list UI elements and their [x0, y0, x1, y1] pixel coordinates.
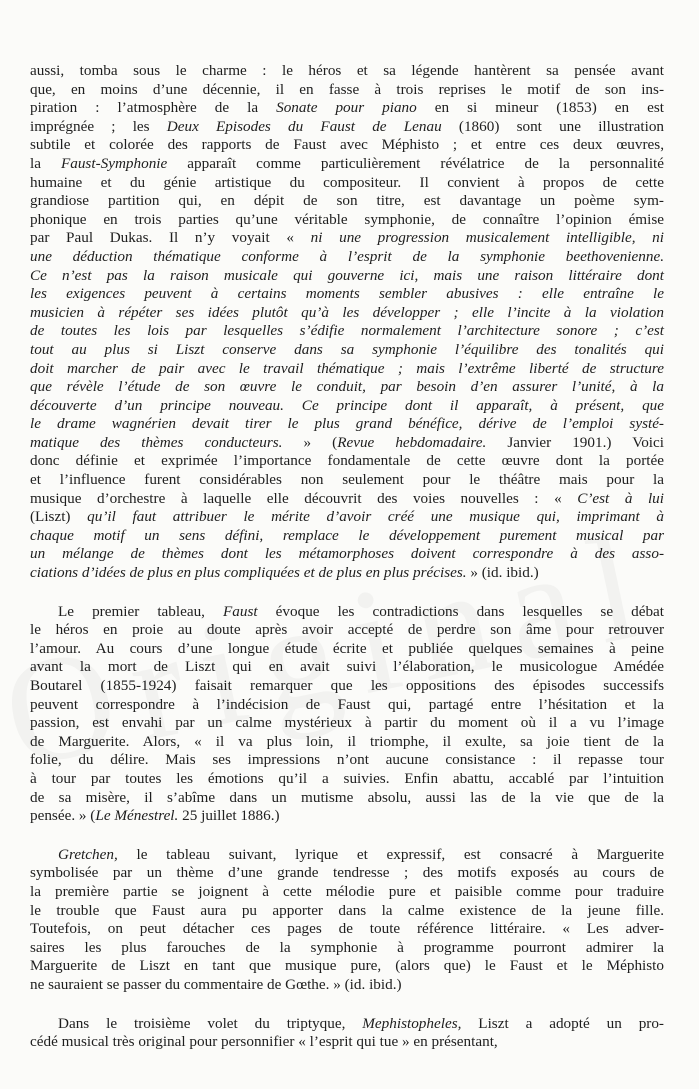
- text-run: le tableau suivant, lyrique et expressif, est consacré à Marguerite: [117, 845, 664, 863]
- paragraph-gap: [30, 995, 664, 1015]
- text-line: [30, 846, 664, 865]
- text-line: [30, 341, 664, 360]
- text-run: en si mineur (1853) en est: [416, 99, 664, 117]
- italic-text: Deux Episodes du Faust de Lenau: [166, 117, 442, 135]
- text-run: grandiose partition qui, en dépit de son titre, est davantage un poème sym-: [30, 192, 664, 210]
- text-run: évoque les contradictions dans lesquelles se débat: [257, 602, 664, 620]
- text-line: [30, 939, 664, 958]
- text-line: [30, 621, 664, 640]
- text-line: [30, 211, 664, 230]
- italic-text: le drame wagnérien devait tirer le plus grand bénéfice, dérive de l’emploi systé-: [30, 415, 664, 433]
- text-line: [30, 397, 664, 416]
- italic-text: Faust: [223, 602, 258, 620]
- italic-text: ni une progression musicalement intelligible, ni: [310, 229, 664, 247]
- text-run: passion, est envahi par un calme mystérieux à partir du moment où il a vu l’image: [30, 714, 664, 732]
- text-line: [30, 118, 664, 137]
- text-line: [30, 714, 664, 733]
- text-line: [30, 304, 664, 323]
- text-line: [30, 902, 664, 921]
- text-line: [30, 99, 664, 118]
- text-line: [30, 452, 664, 471]
- paragraph: [30, 62, 664, 583]
- text-line: [30, 434, 664, 453]
- text-line: [30, 696, 664, 715]
- text-line: [30, 229, 664, 248]
- text-line: [30, 322, 664, 341]
- text-line: [30, 658, 664, 677]
- text-line: [30, 415, 664, 434]
- italic-text: un mélange de thèmes dont les métamorphoses doivent correspondre à des asso-: [30, 545, 664, 563]
- text-run: avant la mort de Liszt qui en avait suivi l’élaboration, le musicologue Amédée: [30, 658, 664, 676]
- text-line: [30, 360, 664, 379]
- text-run: humaine et du génie artistique du compositeur. Il convient à propos de cette: [30, 173, 664, 191]
- italic-text: Revue hebdomadaire.: [337, 433, 487, 451]
- text-line: [30, 677, 664, 696]
- text-line: [30, 248, 664, 267]
- italic-text: matique des thèmes conducteurs.: [30, 433, 283, 451]
- text-line: [30, 733, 664, 752]
- text-line: [30, 883, 664, 902]
- text-run: pensée. » (: [30, 807, 96, 825]
- paragraph: [30, 603, 664, 826]
- text-run: cédé musical très original pour personnifier « l’esprit qui tue » en présentant,: [30, 1033, 498, 1051]
- italic-text: Gretchen,: [58, 845, 118, 863]
- italic-text: Mephistopheles,: [362, 1014, 462, 1032]
- text-run: Le premier tableau,: [58, 602, 224, 620]
- text-run: aussi, tomba sous le charme : le héros et sa légende hantèrent sa pensée avant: [30, 62, 664, 79]
- text-run: Marguerite de Liszt en tant que musique pure, (alors que) le Faust et le Méphisto: [30, 957, 664, 975]
- text-run: musique d’orchestre à laquelle elle découvrit des voies nouvelles : «: [30, 489, 578, 507]
- text-line: [30, 62, 664, 81]
- italic-text: de toutes les lois par lesquelles s’édifie normalement l’architecture sonore ; c’est: [30, 322, 664, 340]
- italic-text: C’est à lui: [577, 489, 665, 507]
- italic-text: Sonate pour piano: [276, 99, 417, 117]
- text-line: [30, 508, 664, 527]
- text-line: [30, 81, 664, 100]
- text-line: [30, 267, 664, 286]
- text-run: peuvent correspondre à l’indécision de Faust qui, partagé entre l’hésitation et la: [30, 695, 664, 713]
- text-line: [30, 378, 664, 397]
- text-line: [30, 527, 664, 546]
- text-run: piration : l’atmosphère de la: [30, 99, 277, 117]
- text-run: Liszt a adopté un pro-: [461, 1014, 664, 1032]
- italic-text: ciations d’idées de plus en plus compliquées et de plus en plus précises.: [30, 564, 467, 582]
- text-run: le trouble que Faust aura pu apporter dans la calme existence de la jeune fille.: [30, 901, 664, 919]
- italic-text: une déduction thématique conforme à l’esprit de la symphonie beethovenienne.: [30, 247, 664, 265]
- text-line: [30, 155, 664, 174]
- italic-text: les exigences peuvent à certains moments sembler abusives : elle entraîne le: [30, 285, 664, 303]
- text-run: la première partie se joignent à cette mélodie pure et paisible comme pour traduire: [30, 882, 664, 900]
- text-run: le héros en proie au doute après avoir accepté de perdre son âme pour retrouver: [30, 621, 664, 639]
- italic-text: chaque motif un sens défini, remplace le développement purement musical par: [30, 526, 664, 544]
- text-run: et l’influence furent considérables non seulement pour le théâtre mais pour la: [30, 471, 664, 489]
- italic-text: qu’il faut attribuer le mérite d’avoir créé une musique qui, imprimant à: [87, 508, 664, 526]
- text-line: [30, 864, 664, 883]
- text-line: [30, 976, 664, 995]
- text-line: [30, 490, 664, 509]
- italic-text: doit marcher de pair avec le travail thématique ; mais l’extrême liberté de structure: [30, 359, 664, 377]
- text-line: [30, 789, 664, 808]
- text-line: [30, 471, 664, 490]
- text-run: à tour par toutes les émotions qu’il a suivies. Enfin abattu, accablé par l’intuition: [30, 769, 664, 787]
- text-run: folie, du délire. Mais ses impressions n’ont aucune consistance : il repasse tour: [30, 751, 664, 769]
- text-run: Dans le troisième volet du triptyque,: [58, 1014, 363, 1032]
- italic-text: Faust-Symphonie: [60, 154, 168, 172]
- paragraph: [30, 1015, 664, 1052]
- text-run: apparaît comme particulièrement révélatrice de la personnalité: [167, 154, 664, 172]
- text-run: de sa misère, il s’abîme dans un mutisme absolu, aussi las de la vie que de la: [30, 788, 664, 806]
- text-run: imprégnée ; les: [30, 117, 167, 135]
- paragraph-gap: [30, 583, 664, 603]
- text-line: [30, 603, 664, 622]
- text-line: [30, 770, 664, 789]
- italic-text: tout au plus si Liszt conserve dans sa symphonie l’équilibre des tonalités qui: [30, 340, 664, 358]
- text-line: [30, 640, 664, 659]
- text-line: [30, 1015, 664, 1034]
- text-line: [30, 1033, 664, 1052]
- text-run: ne sauraient se passer du commentaire de Gœthe. » (id. ibid.): [30, 975, 402, 993]
- italic-text: Ce n’est pas la raison musicale qui gouverne ici, mais une raison littéraire dont: [30, 266, 664, 284]
- text-run: (1860) sont une illustration: [441, 117, 665, 135]
- paragraph-gap: [30, 826, 664, 846]
- text-run: subtile et colorée des rapports de Faust avec Méphisto ; et entre ces deux œuvres,: [30, 136, 664, 154]
- italic-text: musicien à répéter ses idées plutôt qu’à les développer ; elle l’incite à la violation: [30, 303, 664, 321]
- italic-text: découverte d’un principe nouveau. Ce principe dont il apparaît, à présent, que: [30, 396, 664, 414]
- text-run: que, en moins d’une décennie, il en fasse à trois reprises le motif de son ins-: [30, 80, 664, 98]
- italic-text: que révèle l’étude de son œuvre le conduit, par besoin d’en assurer l’unité, à la: [30, 378, 664, 396]
- text-run: 25 juillet 1886.): [178, 807, 280, 825]
- text-run: par Paul Dukas. Il n’y voyait «: [30, 229, 311, 247]
- text-run: l’amour. Au cours d’une longue étude écrite et publiée quelques semaines à peine: [30, 639, 664, 657]
- text-line: [30, 564, 664, 583]
- text-line: [30, 957, 664, 976]
- text-line: [30, 807, 664, 826]
- text-run: Janvier 1901.) Voici: [486, 433, 664, 451]
- text-line: [30, 174, 664, 193]
- text-run: phonique en trois parties qu’une véritable symphonie, de connaître l’opinion émise: [30, 210, 664, 228]
- text-run: » (id. ibid.): [466, 564, 539, 582]
- document-page: [30, 62, 664, 1052]
- text-line: [30, 751, 664, 770]
- paragraph: [30, 846, 664, 995]
- italic-text: Le Ménestrel.: [95, 807, 179, 825]
- text-run: symbolisée par un thème d’une grande tendresse ; des motifs exposés au cours de: [30, 864, 664, 882]
- text-line: [30, 192, 664, 211]
- text-run: de Marguerite. Alors, « il va plus loin, il triomphe, il exulte, sa joie tient de la: [30, 732, 664, 750]
- text-run: Boutarel (1855-1924) faisait remarquer que les oppositions des épisodes successifs: [30, 677, 664, 694]
- text-run: saires les plus farouches de la symphonie à programme pourront admirer la: [30, 938, 664, 956]
- text-line: [30, 136, 664, 155]
- text-line: [30, 920, 664, 939]
- text-line: [30, 545, 664, 564]
- text-run: » (: [282, 433, 338, 451]
- text-run: donc définie et exprimée l’importance fondamentale de cette œuvre dont la portée: [30, 452, 664, 470]
- text-run: Toutefois, on peut détacher ces pages de toute référence littéraire. « Les adver-: [30, 920, 664, 938]
- text-run: (Liszt): [30, 508, 88, 526]
- text-run: la: [30, 154, 61, 172]
- text-line: [30, 285, 664, 304]
